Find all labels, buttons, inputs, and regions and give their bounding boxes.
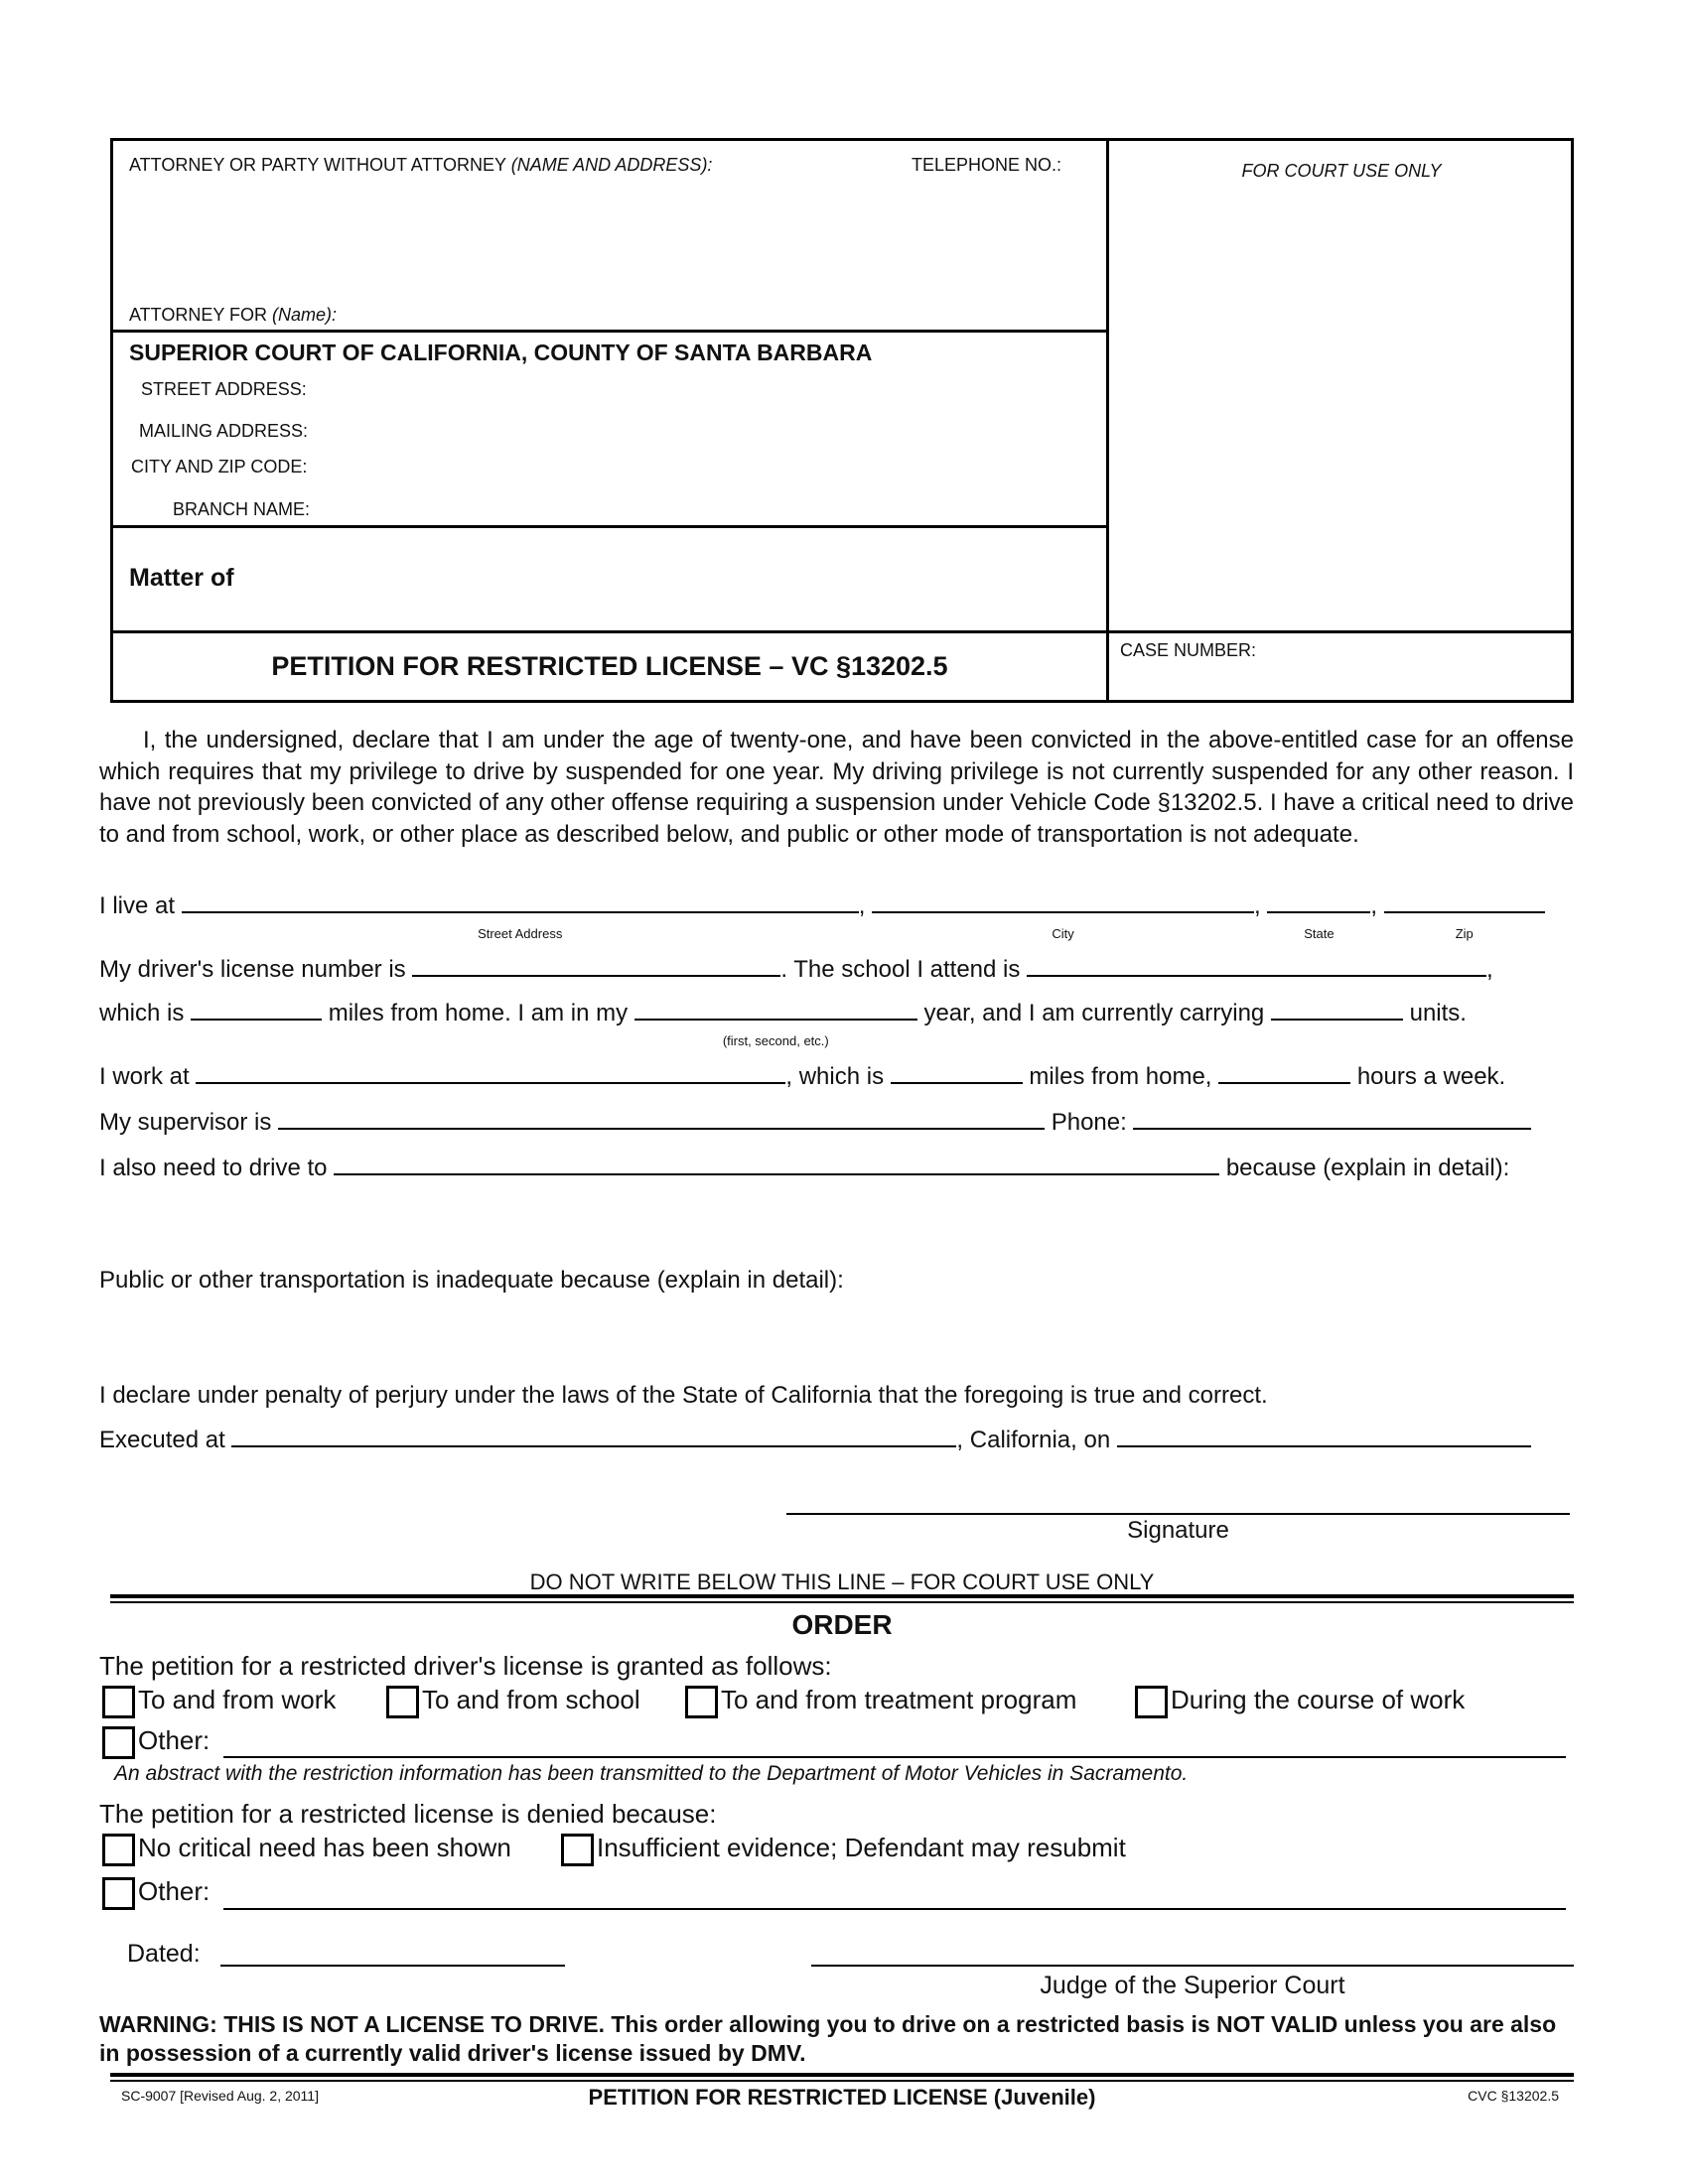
footer-code: CVC §13202.5	[1468, 2088, 1559, 2104]
checkbox[interactable]	[102, 1726, 135, 1759]
option-insufficient-evidence[interactable]: Insufficient evidence; Defendant may resubmit	[561, 1833, 1126, 1866]
license-number-field[interactable]	[412, 953, 780, 977]
declaration-text: I, the undersigned, declare that I am under the age of twenty-one, and have been convicted in the above-entitled case for an offense which requires that my privilege to drive by suspended for one year. My driving privilege is not currently suspended for any other reason. I have not previously been convicted of any other offense requiring a suspension under Vehicle Code §13202.5. I have a critical need to drive to and from school, work, or other place as described below, and public or other mode of transportation is not adequate.	[99, 727, 1574, 848]
dated-field[interactable]	[220, 1965, 565, 1967]
option-treatment[interactable]: To and from treatment program	[685, 1685, 1076, 1718]
other-denied-field[interactable]	[223, 1908, 1566, 1910]
school-distance-row: which is miles from home. I am in my (first, second, etc.) year, and I am currently carrying units.	[99, 997, 1467, 1028]
dated-label: Dated:	[127, 1940, 201, 1968]
attorney-label: ATTORNEY OR PARTY WITHOUT ATTORNEY (NAME AND ADDRESS):	[129, 155, 713, 175]
checkbox[interactable]	[386, 1686, 419, 1718]
footer-title: PETITION FOR RESTRICTED LICENSE (Juvenile)	[588, 2085, 1096, 2110]
option-school[interactable]: To and from school	[386, 1685, 640, 1718]
option-other-granted[interactable]: Other:	[102, 1725, 210, 1759]
work-place-field[interactable]	[196, 1060, 785, 1084]
checkbox[interactable]	[102, 1834, 135, 1866]
public-transport-label: Public or other transportation is inadequate because (explain in detail):	[99, 1267, 844, 1294]
abstract-note: An abstract with the restriction information has been transmitted to the Department of Motor Vehicles in Sacramento.	[114, 1762, 1189, 1785]
mailing-address-label: MAILING ADDRESS:	[139, 421, 309, 441]
address-row: I live at Street Address , City , State , Zip	[99, 889, 1545, 921]
divider	[113, 525, 1106, 528]
court-name: SUPERIOR COURT OF CALIFORNIA, COUNTY OF SANTA BARBARA	[129, 340, 873, 365]
work-hours-field[interactable]	[1218, 1060, 1350, 1084]
city-field[interactable]: City	[872, 889, 1254, 913]
state-field[interactable]: State	[1267, 889, 1370, 913]
executed-date-field[interactable]	[1117, 1424, 1531, 1447]
attorney-for-label: ATTORNEY FOR (Name):	[129, 305, 338, 325]
supervisor-field[interactable]	[278, 1106, 1045, 1130]
option-work[interactable]: To and from work	[102, 1685, 336, 1718]
court-use-label: FOR COURT USE ONLY	[1241, 161, 1442, 181]
units-field[interactable]	[1271, 997, 1403, 1021]
divider	[113, 630, 1574, 633]
option-course-of-work[interactable]: During the course of work	[1135, 1685, 1465, 1718]
school-miles-field[interactable]	[191, 997, 322, 1021]
signature-field[interactable]	[786, 1513, 1570, 1515]
divider	[113, 330, 1106, 333]
other-granted-field[interactable]	[223, 1756, 1566, 1758]
street-address-field[interactable]: Street Address	[182, 889, 859, 913]
order-title: ORDER	[791, 1609, 893, 1640]
signature-label: Signature	[1127, 1517, 1229, 1544]
matter-of-label: Matter of	[129, 564, 234, 592]
judge-label: Judge of the Superior Court	[1040, 1972, 1345, 1999]
checkbox[interactable]	[102, 1686, 135, 1718]
checkbox[interactable]	[685, 1686, 718, 1718]
page-title: PETITION FOR RESTRICTED LICENSE – VC §13202.5	[271, 651, 948, 681]
zip-field[interactable]: Zip	[1384, 889, 1545, 913]
perjury-declaration: I declare under penalty of perjury under the laws of the State of California that the foregoing is true and correct.	[99, 1382, 1268, 1409]
drive-to-row: I also need to drive to because (explain in detail):	[99, 1152, 1509, 1183]
court-use-notice: DO NOT WRITE BELOW THIS LINE – FOR COURT USE ONLY	[529, 1570, 1155, 1594]
license-row: My driver's license number is . The school I attend is ,	[99, 953, 1493, 985]
executed-at-field[interactable]	[231, 1424, 956, 1447]
granted-label: The petition for a restricted driver's license is granted as follows:	[99, 1651, 832, 1681]
warning-text: WARNING: THIS IS NOT A LICENSE TO DRIVE. This order allowing you to drive on a restricted basis is NOT VALID unless you are also in possession of a currently valid driver's license issued by DMV.	[99, 2011, 1557, 2066]
school-year-field[interactable]: (first, second, etc.)	[634, 997, 917, 1021]
street-address-label: STREET ADDRESS:	[141, 379, 307, 399]
judge-signature-field[interactable]	[811, 1965, 1574, 1967]
caption-box	[110, 138, 1574, 703]
checkbox[interactable]	[1135, 1686, 1168, 1718]
form-id: SC-9007 [Revised Aug. 2, 2011]	[121, 2088, 319, 2104]
branch-name-label: BRANCH NAME:	[173, 499, 311, 519]
school-field[interactable]	[1027, 953, 1486, 977]
city-zip-label: CITY AND ZIP CODE:	[131, 457, 308, 477]
case-number-label: CASE NUMBER:	[1120, 640, 1257, 660]
checkbox[interactable]	[561, 1834, 594, 1866]
work-miles-field[interactable]	[891, 1060, 1023, 1084]
drive-to-field[interactable]	[334, 1152, 1219, 1175]
phone-field[interactable]	[1133, 1106, 1531, 1130]
option-no-critical-need[interactable]: No critical need has been shown	[102, 1833, 511, 1866]
supervisor-row: My supervisor is Phone:	[99, 1106, 1531, 1138]
double-rule	[110, 2073, 1574, 2082]
work-row: I work at , which is miles from home, hours a week.	[99, 1060, 1505, 1092]
telephone-label: TELEPHONE NO.:	[912, 155, 1062, 175]
divider	[1106, 141, 1109, 700]
double-rule	[110, 1594, 1574, 1603]
executed-row: Executed at , California, on	[99, 1424, 1531, 1455]
option-other-denied[interactable]: Other:	[102, 1876, 210, 1910]
checkbox[interactable]	[102, 1877, 135, 1910]
denied-label: The petition for a restricted license is denied because:	[99, 1799, 717, 1829]
